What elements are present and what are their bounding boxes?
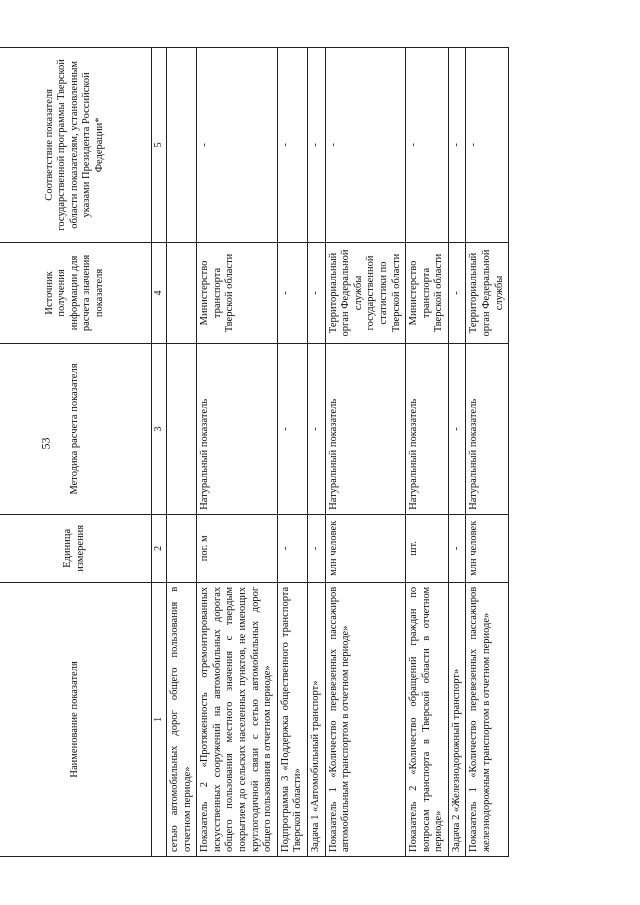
compliance-cell: - [325,48,406,243]
compliance-cell: - [277,48,307,243]
source-cell: Территориальный орган Федеральной службы государственной статистики по Тверской области [325,242,406,344]
source-cell: - [448,242,466,344]
unit-cell: - [448,514,466,582]
source-cell: Министерство транспорта Тверской области [197,242,278,344]
compliance-cell: - [197,48,278,243]
indicator-name-cell: Показатель 2 «Количество обращений граждан по вопросам транспорта в Тверской области в отчетном периоде» [406,582,449,856]
indicator-name-cell: Показатель 1 «Количество перевезенных пассажиров железнодорожным транспортом в отчетном периоде» [466,582,509,856]
unit-cell [167,514,197,582]
unit-cell: пог. м [197,514,278,582]
indicator-name-cell: Показатель 2 «Протяженность отремонтированных искусственных сооружений на автомобильных дорогах общего пользования местного значения с твердым покрытием до сельских населенных пунктов, не имеющих круглогодичной связи с сетью автомобильных дорог общего пользования в отчетном периоде» [197,582,278,856]
method-cell: Натуральный показатель [325,344,406,515]
table-row [466,48,509,857]
method-cell [167,344,197,515]
compliance-cell [167,48,197,243]
compliance-cell: - [406,48,449,243]
header-compliance: Соответствие показателя государственной программы Тверской области показателям, установленным указами Президента Российской Федерации* [0,48,152,243]
header-unit: Единица измерения [0,514,152,582]
compliance-cell: - [307,48,325,243]
header-source: Источник получения информации для расчета значения показателя [0,242,152,344]
unit-cell: - [277,514,307,582]
column-number-row [152,48,167,857]
unit-cell: шт. [406,514,449,582]
source-cell: - [277,242,307,344]
table-row [448,48,466,857]
method-cell: Натуральный показатель [197,344,278,515]
column-number: 5 [152,48,167,243]
unit-cell: млн человек [325,514,406,582]
column-number: 4 [152,242,167,344]
source-cell [167,242,197,344]
table-row [197,48,278,857]
compliance-cell: - [466,48,509,243]
unit-cell: - [307,514,325,582]
indicator-name-cell: Задача 2 «Железнодорожный транспорт» [448,582,466,856]
column-number: 2 [152,514,167,582]
table-row [325,48,406,857]
table-row [406,48,449,857]
method-cell: - [307,344,325,515]
column-number: 3 [152,344,167,515]
table-header-row [0,48,152,857]
method-cell: Натуральный показатель [406,344,449,515]
indicator-name-cell: Подпрограмма 3 «Поддержка общественного транспорта Тверской области» [277,582,307,856]
header-method: Методика расчета показателя [0,344,152,515]
table-row [167,48,197,857]
indicators-table [0,47,509,857]
column-number: 1 [152,582,167,856]
source-cell: Министерство транспорта Тверской области [406,242,449,344]
method-cell: - [277,344,307,515]
source-cell: - [307,242,325,344]
table-row [277,48,307,857]
indicator-name-cell: Показатель 1 «Количество перевезенных пассажиров автомобильным транспортом в отчетном периоде» [325,582,406,856]
unit-cell: млн человек [466,514,509,582]
indicator-name-cell: сетью автомобильных дорог общего пользования в отчетном периоде» [167,582,197,856]
method-cell: - [448,344,466,515]
source-cell: Территориальный орган Федеральной службы [466,242,509,344]
method-cell: Натуральный показатель [466,344,509,515]
table-row [307,48,325,857]
rotated-table-container [0,47,640,857]
indicator-name-cell: Задача 1 «Автомобильный транспорт» [307,582,325,856]
compliance-cell: - [448,48,466,243]
page-number: 53 [38,437,53,450]
header-indicator-name: Наименование показателя [0,582,152,856]
